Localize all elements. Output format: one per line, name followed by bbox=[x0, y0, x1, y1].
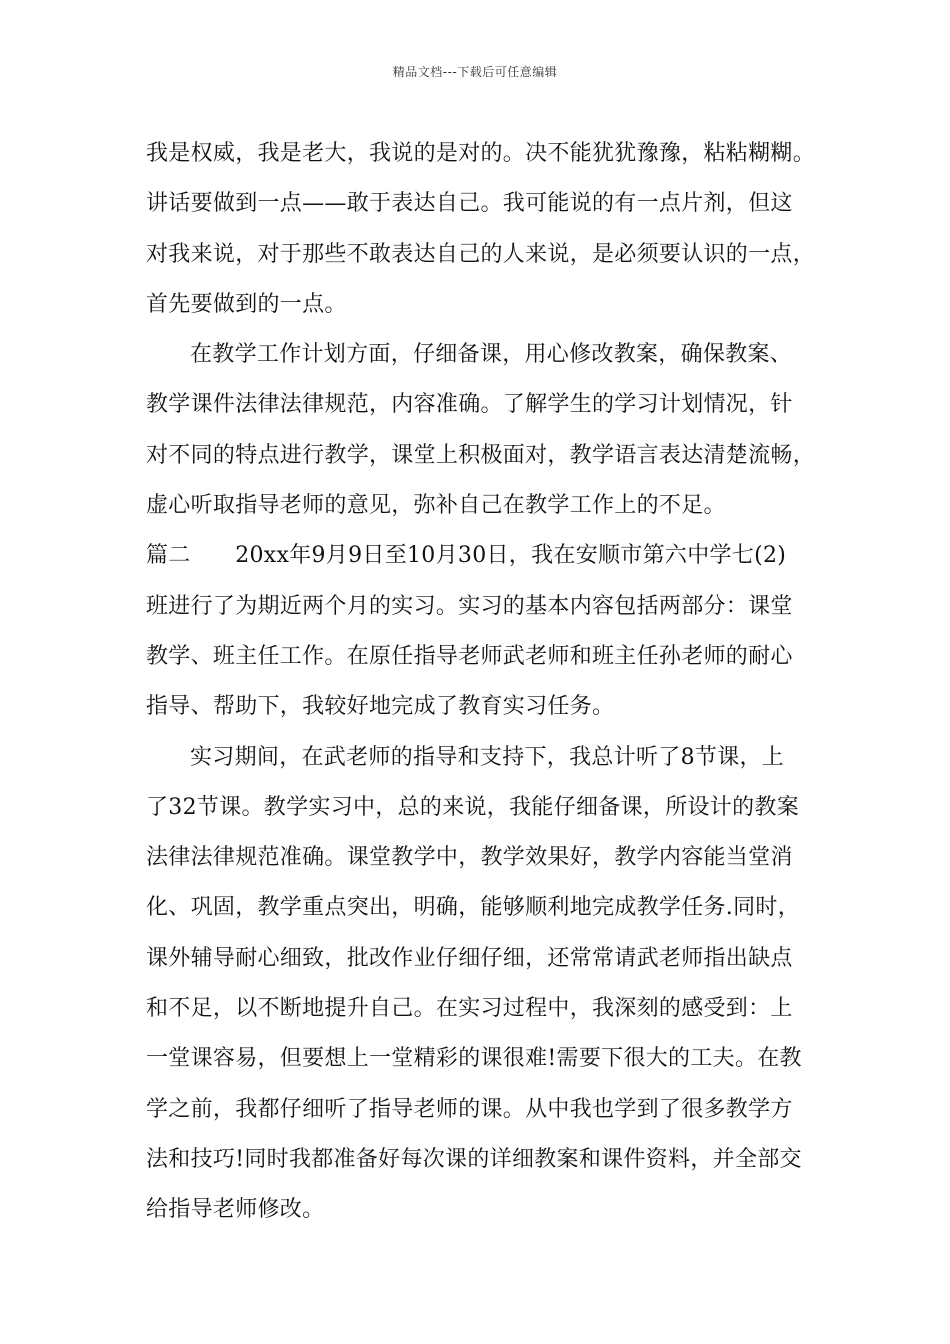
text-line: 我是权威，我是老大，我说的是对的。决不能犹犹豫豫，粘粘糊糊。 bbox=[146, 141, 816, 166]
text-line: 指导、帮助下，我较好地完成了教育实习任务。 bbox=[146, 694, 615, 720]
text-line: 讲话要做到一点——敢于表达自己。我可能说的有一点片剂，但这 bbox=[146, 191, 793, 217]
text-line: 对我来说，对于那些不敢表达自己的人来说，是必须要认识的一点， bbox=[146, 241, 816, 267]
text-line: 教学课件法律法律规范，内容准确。了解学生的学习计划情况，针 bbox=[146, 392, 793, 418]
text-line: 给指导老师修改。 bbox=[146, 1197, 325, 1223]
text-line: 法律法律规范准确。课堂教学中，教学效果好，教学内容能当堂消 bbox=[146, 845, 793, 871]
paragraph-start-line: 实习期间，在武老师的指导和支持下，我总计听了8节课，上 bbox=[190, 744, 785, 770]
text-line: 化、巩固，教学重点突出，明确，能够顺利地完成教学任务.同时， bbox=[146, 895, 800, 921]
text-line: 班进行了为期近两个月的实习。实习的基本内容包括两部分：课堂 bbox=[146, 593, 793, 619]
paragraph-start-line: 在教学工作计划方面，仔细备课，用心修改教案，确保教案、 bbox=[190, 342, 793, 368]
text-line: 对不同的特点进行教学，课堂上积极面对，教学语言表达清楚流畅， bbox=[146, 442, 816, 468]
page-header: 精品文档---下载后可任意编辑 bbox=[392, 65, 558, 79]
text-line: 学之前，我都仔细听了指导老师的课。从中我也学到了很多教学方 bbox=[146, 1096, 793, 1122]
text-line: 课外辅导耐心细致，批改作业仔细仔细，还常常请武老师指出缺点 bbox=[146, 945, 793, 971]
text-line: 教学、班主任工作。在原任指导老师武老师和班主任孙老师的耐心 bbox=[146, 643, 793, 669]
text-line: 和不足，以不断地提升自己。在实习过程中，我深刻的感受到：上 bbox=[146, 996, 793, 1022]
section-heading-line: 篇二 20xx年9月9日至10月30日，我在安顺市第六中学七(2) bbox=[146, 543, 787, 569]
text-line: 了32节课。教学实习中，总的来说，我能仔细备课，所设计的教案 bbox=[146, 794, 799, 820]
text-line: 虚心听取指导老师的意见，弥补自己在教学工作上的不足。 bbox=[146, 493, 726, 519]
text-line: 一堂课容易，但要想上一堂精彩的课很难!需要下很大的工夫。在教 bbox=[146, 1046, 802, 1072]
text-line: 法和技巧!同时我都准备好每次课的详细教案和课件资料，并全部交 bbox=[146, 1146, 802, 1172]
text-line: 首先要做到的一点。 bbox=[146, 291, 347, 317]
document-body bbox=[146, 129, 818, 1236]
